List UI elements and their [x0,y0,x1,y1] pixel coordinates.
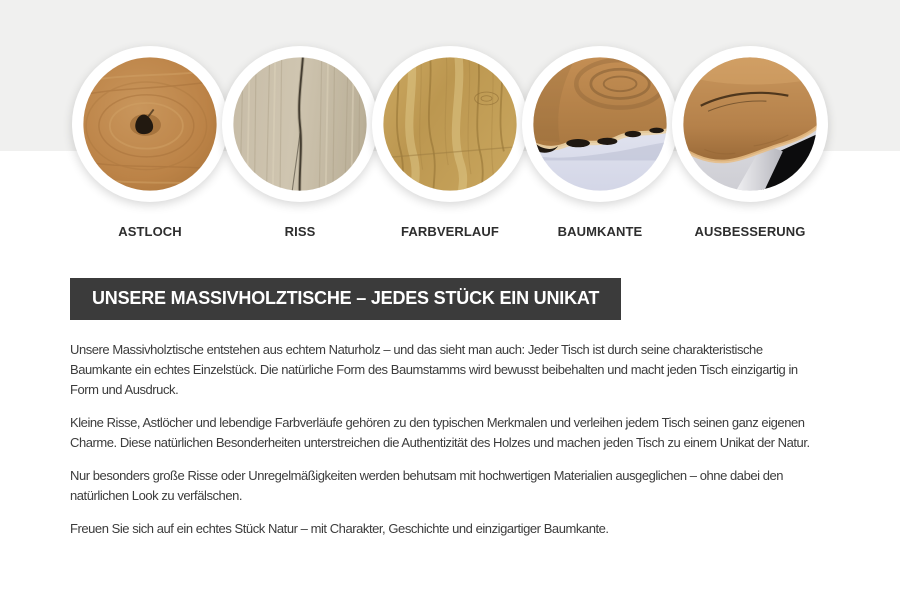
paragraph-merkmale: Kleine Risse, Astlöcher und lebendige Farbverläufe gehören zu den typischen Merkmalen und verleihen jedem Tisch seinen ganz eigenen Charme. Diese natürlichen Besonderheiten unterstreichen die Authentizität des Holzes und machen jeden Tisch zu einem Unikat der Natur. [70,415,810,450]
feature-riss [225,46,375,239]
feature-label: AUSBESSERUNG [694,224,806,239]
feature-label: RISS [284,224,316,239]
section-heading: UNSERE MASSIVHOLZTISCHE – JEDES STÜCK EIN UNIKAT [70,278,621,320]
live-edge-wood-photo [522,46,678,202]
feature-label: ASTLOCH [118,224,182,239]
wood-repair-corner-image [677,51,823,197]
section-body [70,340,826,539]
feature-astloch [75,46,225,239]
paragraph-ausbesserung: Nur besonders große Risse oder Unregelmäßigkeiten werden behutsam mit hochwertigen Materialien ausgeglichen – ohne dabei den natürlichen Look zu verfälschen. [70,468,784,503]
knot-hole-wood-image [77,51,223,197]
feature-label: FARBVERLAUF [401,224,499,239]
paragraph-abschluss: Freuen Sie sich auf ein echtes Stück Natur – mit Charakter, Geschichte und einzigartiger Baumkante. [70,521,609,536]
feature-baumkante [525,46,675,239]
wood-feature-row [0,46,900,239]
feature-label: BAUMKANTE [557,224,643,239]
feature-farbverlauf [375,46,525,239]
wood-repair-corner-photo [672,46,828,202]
live-edge-wood-image [527,51,673,197]
knot-hole-wood-photo [72,46,228,202]
unikat-section [70,278,830,539]
paragraph-intro: Unsere Massivholztische entstehen aus echtem Naturholz – und das sieht man auch: Jeder Tisch ist durch seine charakteristische Baumkante ein echtes Einzelstück. Die natürliche Form des Baumstamms wird bewusst beibehalten und macht jeden Tisch einzigartig in Form und Ausdruck. [70,342,798,397]
feature-ausbesserung [675,46,825,239]
wood-color-gradient-image [377,51,523,197]
wood-crack-image [227,51,373,197]
wood-color-gradient-photo [372,46,528,202]
wood-crack-photo [222,46,378,202]
